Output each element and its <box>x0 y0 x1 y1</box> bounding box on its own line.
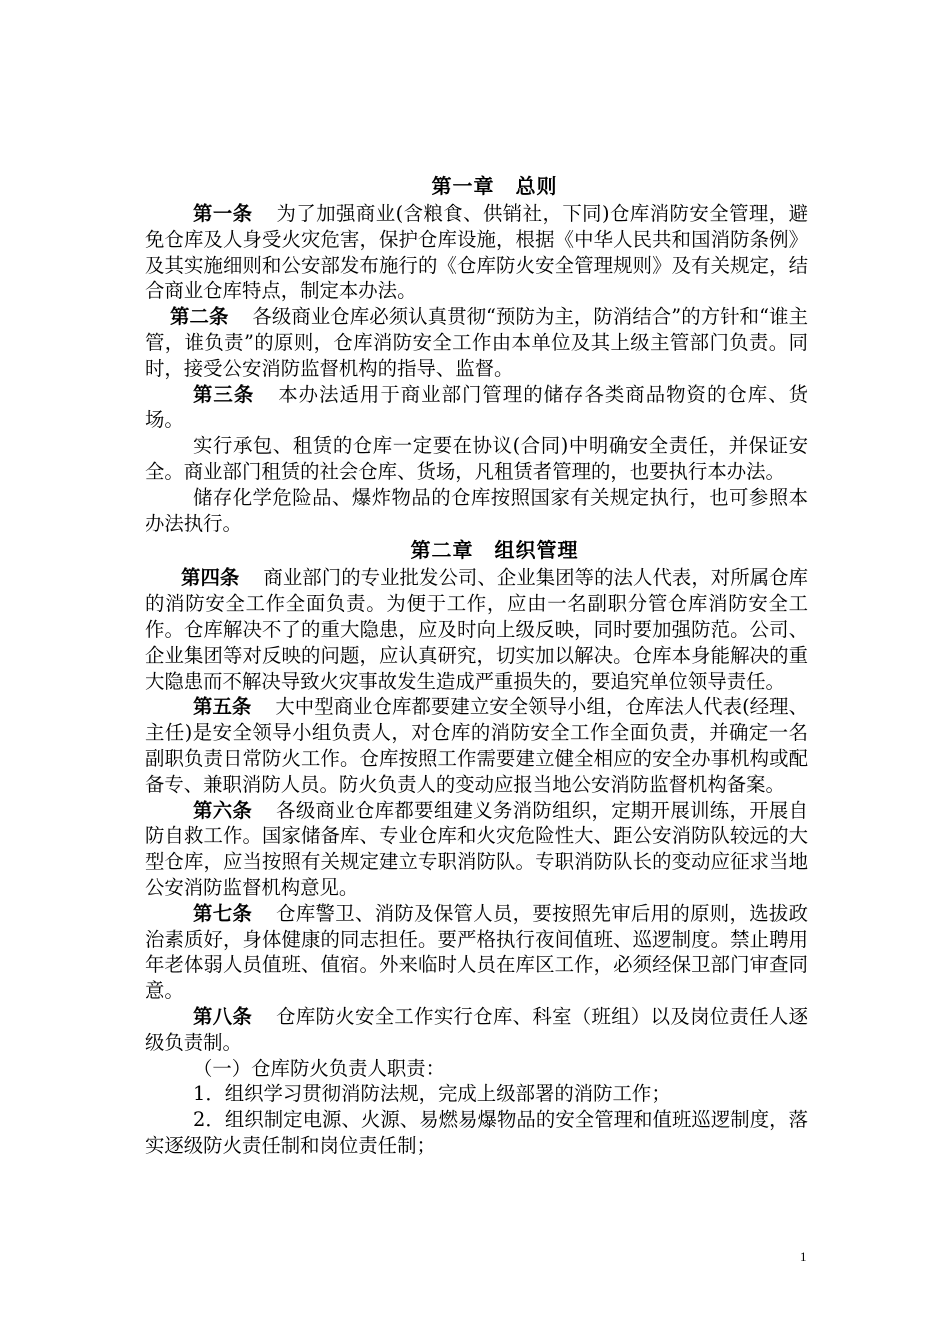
article-4-label: 第四条 <box>181 566 240 590</box>
page-number: 1 <box>800 1249 807 1264</box>
chapter-2-title: 第二章 组织管理 <box>410 538 579 563</box>
article-2-label: 第二条 <box>170 305 229 329</box>
document-page <box>145 172 808 1159</box>
article-4-text: 商业部门的专业批发公司、企业集团等的法人代表，对所属仓库的消防安全工作全面负责。为便于工作，应由一名副职分管仓库消防安全工作。仓库解决不了的重大隐患，应及时向上级反映，同时要加强防范。公司、企业集团等对反映的问题，应认真研究，切实加以解决。仓库本身能解决的重大隐患而不解决导致火灾事故发生造成严重损失的，要追究单位领导责任。 <box>145 566 809 693</box>
article-2 <box>145 304 808 381</box>
article-2-text: 各级商业仓库必须认真贯彻“预防为主，防消结合”的方针和“谁主管，谁负责”的原则，仓库消防安全工作由本单位及其上级主管部门负责。同时，接受公安消防监督机构的指导、监督。 <box>145 305 809 380</box>
list-item: 1．组织学习贯彻消防法规，完成上级部署的消防工作； <box>193 1082 671 1106</box>
article-3-text: 本办法适用于商业部门管理的储存各类商品物资的仓库、货场。 <box>145 382 809 432</box>
article-1-text: 为了加强商业(含粮食、供销社，下同)仓库消防安全管理，避免仓库及人身受火灾危害，保护仓库设施，根据《中华人民共和国消防条例》及其实施细则和公安部发布施行的《仓库防火安全管理规则》及有关规定，结合商业仓库特点，制定本办法。 <box>145 202 808 303</box>
article-4 <box>145 565 808 694</box>
article-6 <box>145 798 808 901</box>
article-5-label: 第五条 <box>193 695 252 719</box>
list-item: 2．组织制定电源、火源、易燃易爆物品的安全管理和值班巡逻制度，落实逐级防火责任制和岗位责任制； <box>145 1108 808 1157</box>
article-7-label: 第七条 <box>193 901 253 925</box>
article-5-text: 大中型商业仓库都要建立安全领导小组，仓库法人代表(经理、主任)是安全领导小组负责人，对仓库的消防安全工作全面负责，并确定一名副职负责日常防火工作。仓库按照工作需要建立健全相应的安全办事机构或配备专、兼职消防人员。防火负责人的变动应报当地公安消防监督机构备案。 <box>145 695 808 796</box>
article-3-paragraph-3: 储存化学危险品、爆炸物品的仓库按照国家有关规定执行，也可参照本办法执行。 <box>145 485 808 535</box>
article-3 <box>145 382 808 434</box>
article-1 <box>145 201 808 304</box>
chapter-1-title: 第一章 总则 <box>431 174 558 198</box>
article-6-label: 第六条 <box>193 798 253 822</box>
list-item-heading: （一）仓库防火负责人职责： <box>193 1056 446 1080</box>
article-8-label: 第八条 <box>193 1004 253 1028</box>
article-1-label: 第一条 <box>193 202 253 225</box>
article-3-label: 第三条 <box>193 382 255 406</box>
article-8-text: 仓库防火安全工作实行仓库、科室（班组）以及岗位责任人逐级负责制。 <box>145 1004 809 1054</box>
article-3-paragraph-2: 实行承包、租赁的仓库一定要在协议(合同)中明确安全责任，并保证安全。商业部门租赁的社会仓库、货场，凡租赁者管理的，也要执行本办法。 <box>145 434 808 483</box>
article-7 <box>145 901 808 1004</box>
article-5 <box>145 694 808 797</box>
article-8 <box>145 1004 808 1056</box>
article-6-text: 各级商业仓库都要组建义务消防组织，定期开展训练，开展自防自救工作。国家储备库、专业仓库和火灾危险性大、距公安消防队较远的大型仓库，应当按照有关规定建立专职消防队。专职消防队长的变动应征求当地公安消防监督机构意见。 <box>145 798 809 899</box>
article-7-text: 仓库警卫、消防及保管人员，要按照先审后用的原则，选拔政治素质好，身体健康的同志担任。要严格执行夜间值班、巡逻制度。禁止聘用年老体弱人员值班、值宿。外来临时人员在库区工作，必须经保卫部门审查同意。 <box>145 901 809 1003</box>
